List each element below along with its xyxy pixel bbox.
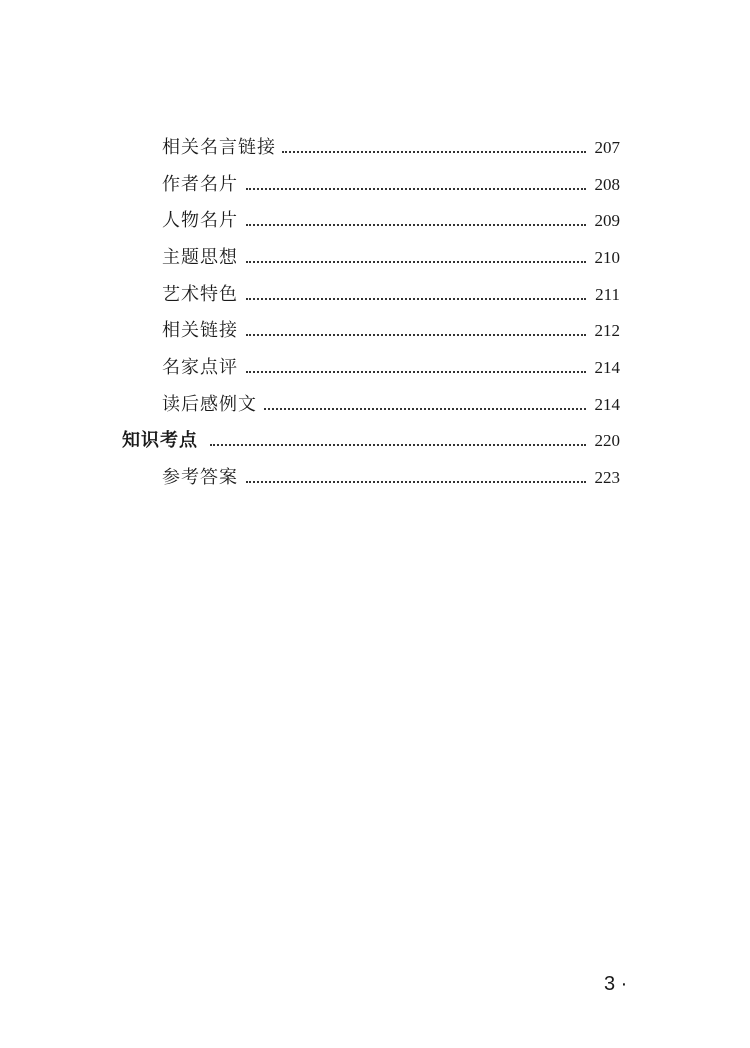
- toc-entry-page: 214: [594, 358, 620, 377]
- toc-entry-title: 人物名片: [162, 210, 238, 231]
- toc-entry-yishu-tese[interactable]: [0, 280, 750, 310]
- toc-dot-leader: [246, 224, 586, 226]
- toc-entry-page: 207: [594, 138, 620, 157]
- toc-entry-page: 210: [594, 248, 620, 267]
- toc-entry-title: 名家点评: [162, 357, 238, 378]
- toc-dot-leader: [246, 188, 586, 190]
- toc-entry-page: 220: [594, 431, 620, 450]
- toc-entry-page: 209: [594, 211, 620, 230]
- toc-entry-title: 相关链接: [162, 320, 238, 341]
- toc-section-title: 知识考点: [122, 430, 198, 451]
- toc-entry-title: 相关名言链接: [162, 137, 276, 158]
- toc-entry-page: 223: [594, 468, 620, 487]
- toc-entry-zhuti-sixiang[interactable]: [0, 243, 750, 273]
- toc-entry-duhougan-liwen[interactable]: [0, 390, 750, 420]
- toc-entry-mingjia-dianping[interactable]: [0, 353, 750, 383]
- toc-entry-page: 212: [594, 321, 620, 340]
- toc-entry-title: 作者名片: [162, 174, 238, 195]
- toc-dot-leader: [210, 444, 586, 446]
- toc-entry-title: 主题思想: [162, 247, 238, 268]
- toc-entry-cankao-daan[interactable]: [0, 463, 750, 493]
- toc-dot-leader: [246, 261, 586, 263]
- toc-entry-zuozhe-mingpian[interactable]: [0, 170, 750, 200]
- toc-dot-leader: [246, 481, 586, 483]
- toc-entry-renwu-mingpian[interactable]: [0, 206, 750, 236]
- toc-entry-xiangguan-mingyan-lianjie[interactable]: [0, 133, 750, 163]
- toc-entry-title: 艺术特色: [162, 284, 238, 305]
- toc-dot-leader: [246, 334, 586, 336]
- toc-entry-title: 读后感例文: [162, 394, 257, 415]
- toc-dot-leader: [282, 151, 586, 153]
- page-number: 3 ·: [604, 973, 628, 995]
- toc-dot-leader: [246, 371, 586, 373]
- toc-dot-leader: [246, 298, 586, 300]
- toc-entry-zhishi-kaodian[interactable]: [0, 426, 750, 456]
- toc-entry-page: 208: [594, 175, 620, 194]
- toc-entry-page: 211: [595, 285, 620, 304]
- toc-dot-leader: [264, 408, 586, 410]
- toc-entry-xiangguan-lianjie[interactable]: [0, 316, 750, 346]
- toc-entry-page: 214: [594, 395, 620, 414]
- toc-entry-title: 参考答案: [162, 467, 238, 488]
